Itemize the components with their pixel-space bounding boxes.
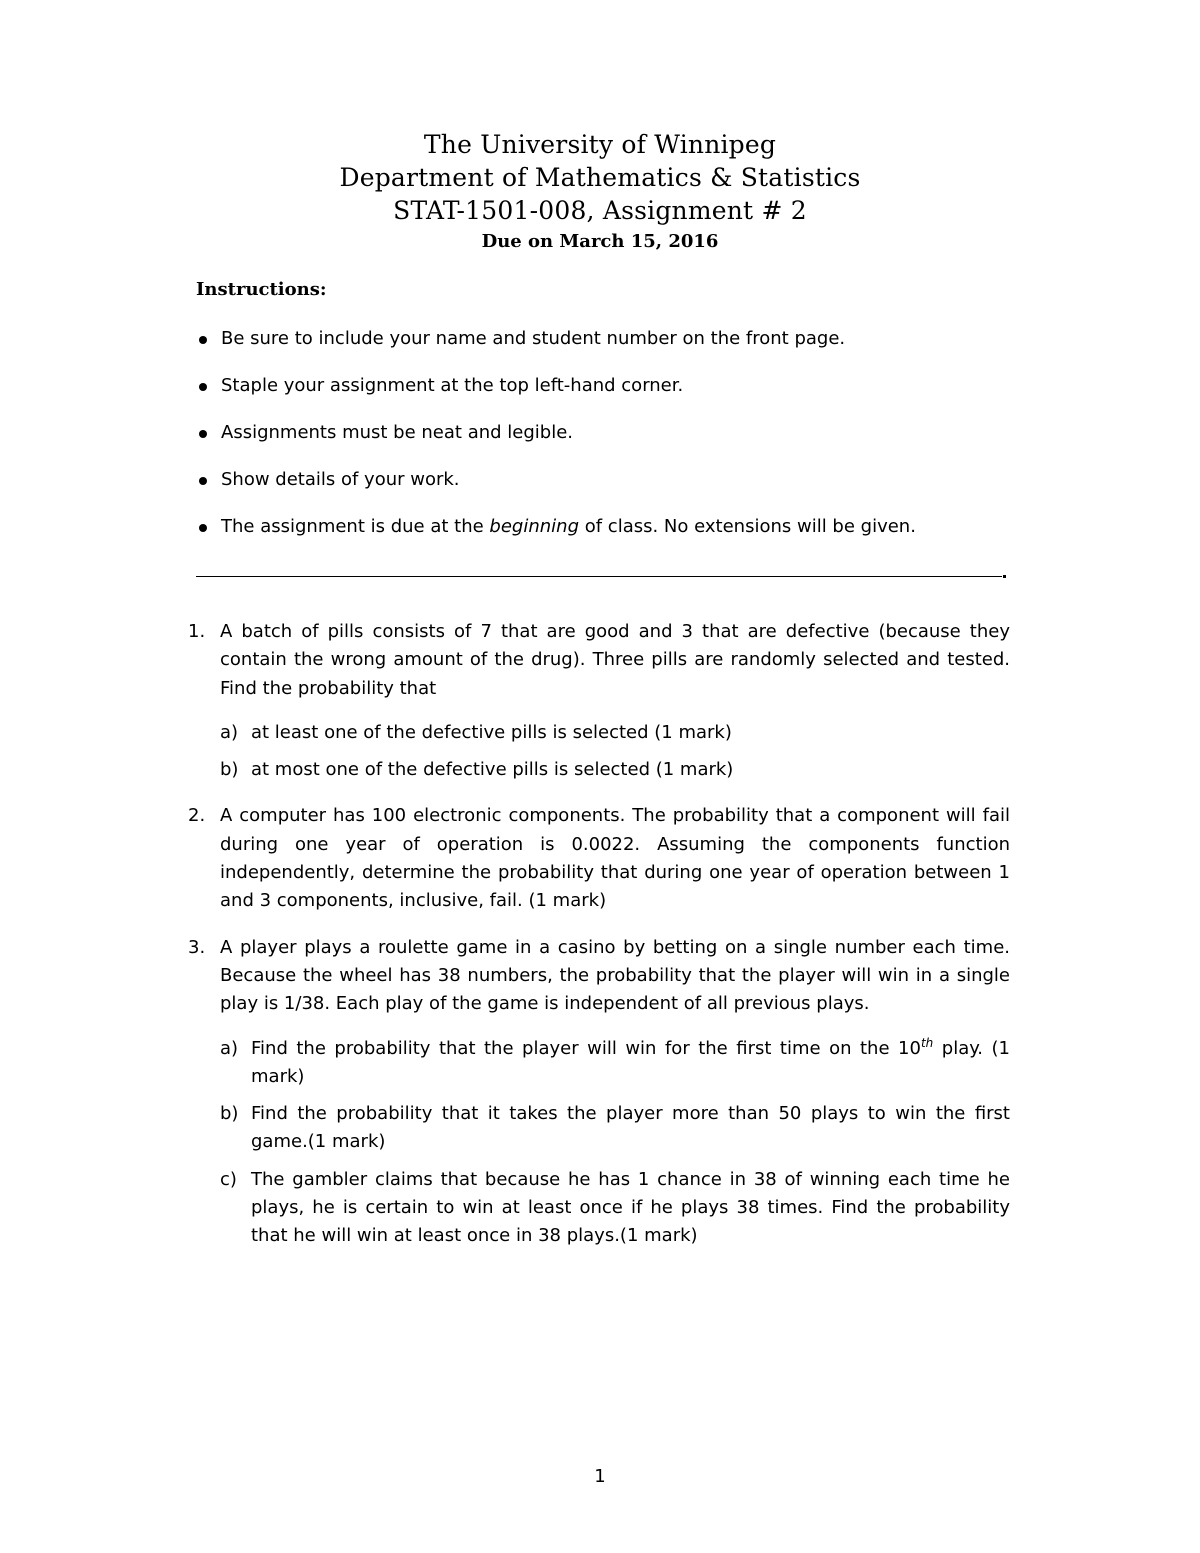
bullet-icon	[199, 336, 207, 344]
bullet-icon	[199, 383, 207, 391]
question-number: 2.	[188, 805, 206, 827]
part-text-before: Find the probability that the player will win for the first time on the 10	[251, 1037, 921, 1059]
question-number: 3.	[188, 936, 206, 958]
question-1	[188, 618, 1010, 784]
instruction-text: Be sure to include your name and student number on the front page.	[221, 328, 846, 349]
part-text: at least one of the defective pills is selected (1 mark)	[251, 721, 732, 743]
question-part	[220, 756, 1010, 784]
instruction-item	[196, 373, 1016, 420]
question-part	[220, 1100, 1010, 1157]
bullet-icon	[199, 430, 207, 438]
instructions-heading: Instructions:	[196, 279, 327, 300]
course-title: STAT-1501-008, Assignment # 2	[393, 196, 807, 225]
question-part	[220, 719, 1010, 747]
document-header	[0, 128, 1200, 257]
instruction-emphasis: beginning	[489, 516, 579, 537]
part-label: c)	[220, 1168, 237, 1190]
question-text: A batch of pills consists of 7 that are good and 3 that are defective (because they contain the wrong amount of the drug). Three pills are randomly selected and tested. Find the probability that	[220, 621, 1010, 699]
due-date: Due on March 15, 2016	[481, 231, 719, 252]
question-3	[188, 934, 1010, 1251]
department-name: Department of Mathematics & Statistics	[339, 163, 861, 192]
instruction-text: Staple your assignment at the top left-hand corner.	[221, 375, 684, 396]
part-text-after: play. (1 mark)	[251, 1037, 1010, 1087]
bullet-icon	[199, 524, 207, 532]
bullet-icon	[199, 477, 207, 485]
question-2	[188, 802, 1010, 915]
instruction-item	[196, 420, 1016, 467]
question-text: A player plays a roulette game in a casino by betting on a single number each time. Because the wheel has 38 numbers, the probability that the player will win in a single play is 1/38. Each play of the game is independent of all previous plays.	[220, 936, 1010, 1015]
part-label: b)	[220, 759, 239, 781]
instruction-text: Assignments must be neat and legible.	[221, 422, 574, 443]
ordinal-superscript: th	[920, 1035, 934, 1050]
instruction-item	[196, 467, 1016, 514]
question-parts	[220, 1035, 1010, 1251]
question-parts	[220, 719, 1010, 785]
part-text: The gambler claims that because he has 1 chance in 38 of winning each time he plays, he is certain to win at least once if he plays 38 times. Find the probability that he will win at least once in 38 plays.(1 mark)	[251, 1168, 1010, 1247]
university-name: The University of Winnipeg	[423, 130, 777, 159]
part-text: at most one of the defective pills is selected (1 mark)	[251, 759, 734, 781]
instructions-list	[196, 326, 1016, 561]
page-number: 1	[594, 1466, 606, 1487]
instruction-text-before: The assignment is due at the	[221, 516, 490, 537]
instruction-item	[196, 326, 1016, 373]
questions-list	[188, 618, 1010, 1269]
separator-line	[196, 576, 1002, 577]
part-label: b)	[220, 1103, 239, 1125]
instruction-item	[196, 514, 1016, 561]
instruction-text-after: of class. No extensions will be given.	[579, 516, 916, 537]
question-part	[220, 1166, 1010, 1251]
question-part	[220, 1035, 1010, 1092]
instruction-text: Show details of your work.	[221, 469, 460, 490]
question-text: A computer has 100 electronic components. The probability that a component will fail during one year of operation is 0.0022. Assuming the components function independently, determine the probability that during one year of operation between 1 and 3 components, inclusive, fail. (1 mark)	[220, 805, 1010, 912]
separator-period	[1003, 575, 1006, 578]
part-label: a)	[220, 1037, 239, 1059]
question-number: 1.	[188, 621, 206, 642]
part-label: a)	[220, 721, 239, 743]
part-text: Find the probability that it takes the player more than 50 plays to win the first game.(1 mark)	[251, 1103, 1010, 1153]
